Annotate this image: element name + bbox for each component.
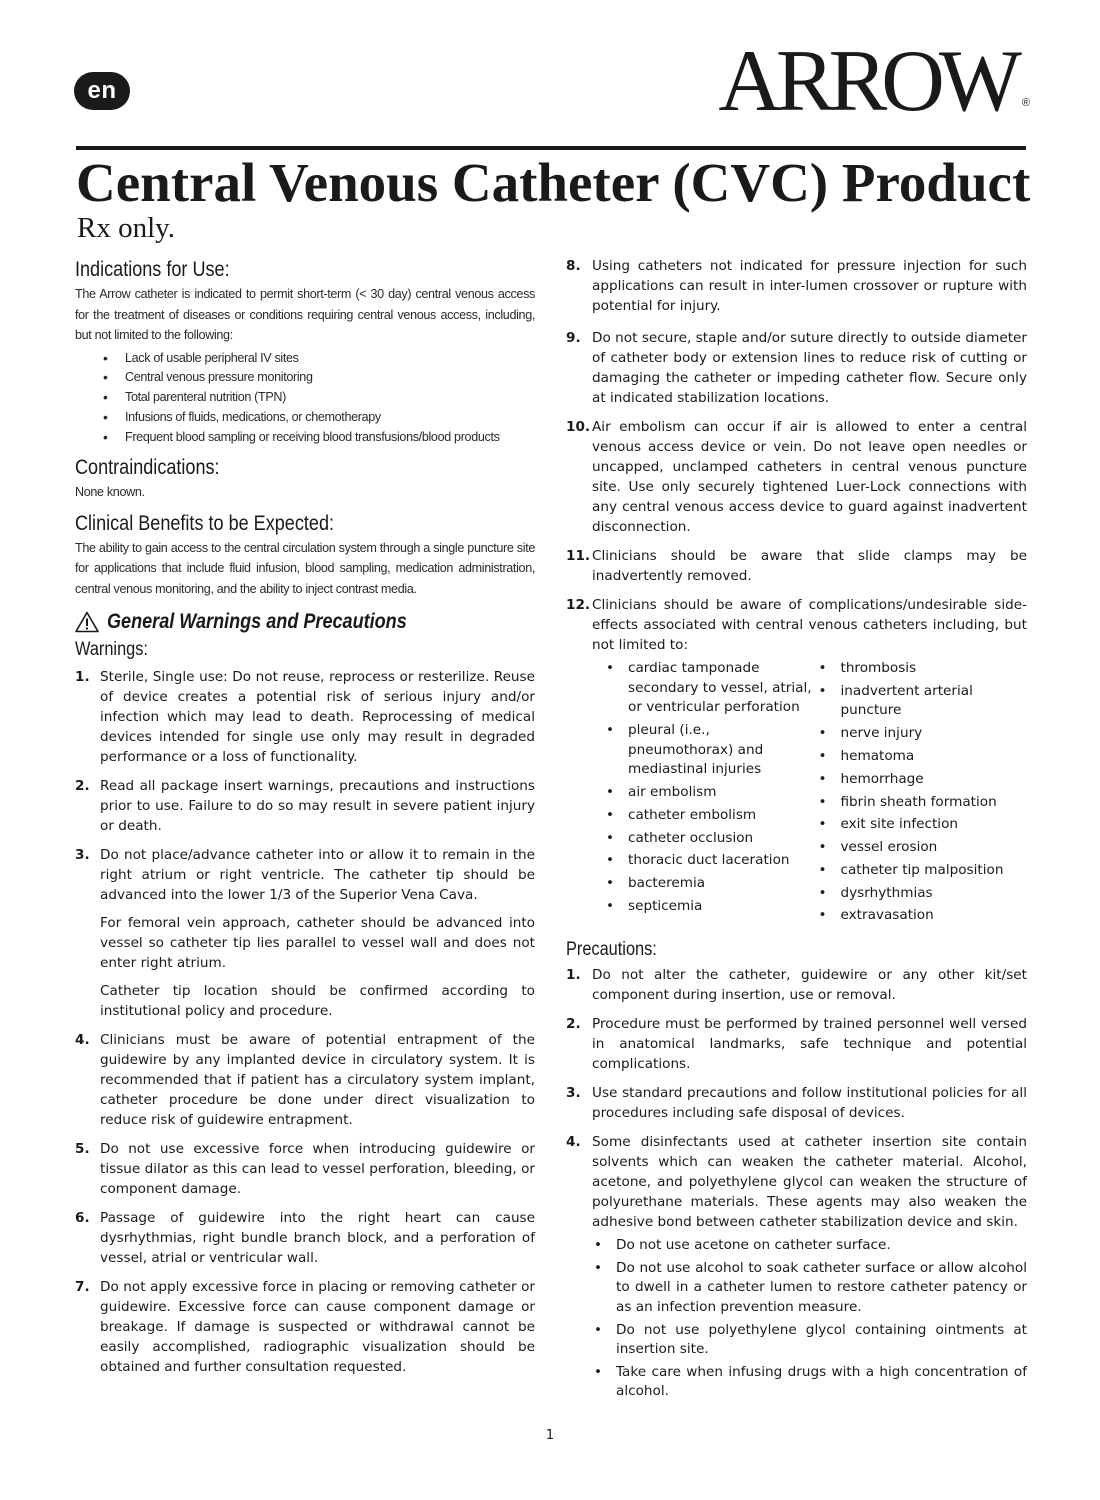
list-item: • dysrhythmias xyxy=(818,884,1027,904)
registered-mark: ® xyxy=(1021,97,1030,109)
list-item: • Do not use polyethylene glycol containing ointments at insertion site. xyxy=(594,1321,1027,1360)
complications-column-1 xyxy=(566,659,818,929)
list-item: • thoracic duct laceration xyxy=(606,851,818,871)
list-item: • Central venous pressure monitoring xyxy=(103,368,535,388)
brand-name: ARROW xyxy=(718,33,1016,130)
precaution-item-3: 3. Use standard precautions and follow institutional policies for all procedures including safe disposal of devices. xyxy=(566,1085,1027,1122)
list-item: • nerve injury xyxy=(818,724,1027,744)
list-item: • bacteremia xyxy=(606,874,818,894)
list-item: • catheter occlusion xyxy=(606,829,818,849)
contraindications-heading: Contraindications: xyxy=(75,456,220,480)
list-item: • Take care when infusing drugs with a high concentration of alcohol. xyxy=(594,1363,1027,1402)
precaution-item-2: 2. Procedure must be performed by trained personnel well versed in anatomical landmarks, safe technique and potential complications. xyxy=(566,1016,1027,1073)
contraindications-text: None known. xyxy=(75,485,145,500)
disinfectant-list xyxy=(566,1236,1027,1402)
list-item: • Do not use acetone on catheter surface. xyxy=(594,1236,1027,1256)
indications-section xyxy=(75,284,535,447)
indications-heading: Indications for Use: xyxy=(75,258,230,281)
warnings-list xyxy=(75,667,535,1377)
warning-item-7: 7. Do not apply excessive force in placing or removing catheter or guidewire. Excessive force can cause component damage or breakage. If damage is suspected or withdrawal cannot be easily accomplished, radiographic visualization should be obtained and further consultation requested. xyxy=(75,1279,535,1376)
precautions-heading: Precautions: xyxy=(566,939,657,961)
list-item: • pleural (i.e., pneumothorax) and mediastinal injuries xyxy=(606,721,818,780)
list-item: • hematoma xyxy=(818,747,1027,767)
warning-item-12: 12. Clinicians should be aware of complications/undesirable side-effects associated with central venous catheters including, but not limited to: xyxy=(566,597,1027,653)
list-item: • Total parenteral nutrition (TPN) xyxy=(103,388,535,408)
indications-intro: The Arrow catheter is indicated to permit short-term (< 30 day) central venous access for the treatment of diseases or conditions requiring central venous access, including, but not limited to the following: xyxy=(75,287,535,342)
document-title: Central Venous Catheter (CVC) Product xyxy=(76,152,1031,213)
warning-item-5: 5. Do not use excessive force when introducing guidewire or tissue dilator as this can lead to vessel perforation, bleeding, or component damage. xyxy=(75,1141,535,1198)
list-item: • cardiac tamponade secondary to vessel, atrial, or ventricular perforation xyxy=(606,659,818,718)
precautions-list xyxy=(566,965,1027,1232)
warnings-list-continued xyxy=(566,256,1027,655)
list-item: • exit site infection xyxy=(818,815,1027,835)
list-item: • air embolism xyxy=(606,783,818,803)
left-column xyxy=(75,256,535,1386)
warning-item-6: 6. Passage of guidewire into the right heart can cause dysrhythmias, right bundle branch block, and a perforation of vessel, atrial or ventricular wall. xyxy=(75,1210,535,1267)
indications-list xyxy=(75,349,535,448)
warnings-heading: Warnings: xyxy=(75,639,148,661)
precaution-item-4: 4. Some disinfectants used at catheter insertion site contain solvents which can weaken the catheter material. Alcohol, acetone, and polyethylene glycol can weaken the structure of polyurethane materials. These agents may also weaken the adhesive bond between catheter stabilization device and skin. xyxy=(566,1134,1027,1231)
warning-item-3: 3. Do not place/advance catheter into or allow it to remain in the right atrium or right ventricle. The catheter tip should be advanced into the lower 1/3 of the Superior Vena Cava. For femoral vein approach, catheter should be advanced into vessel so catheter tip lies parallel to vessel wall and does not enter right atrium. Catheter tip location should be confirmed according to institutional policy and procedure. xyxy=(75,847,535,1020)
warning-item-4: 4. Clinicians must be aware of potential entrapment of the guidewire by any implanted device in circulatory system. It is recommended that if patient has a circulatory system implant, catheter procedure be done under direct visualization to reduce risk of guidewire entrapment. xyxy=(75,1032,535,1129)
warning-3-femoral-note: For femoral vein approach, catheter should be advanced into vessel so catheter tip lies parallel to vessel wall and does not enter right atrium. xyxy=(100,915,535,972)
benefits-heading: Clinical Benefits to be Expected: xyxy=(75,511,335,535)
warning-item-11: 11. Clinicians should be aware that slide clamps may be inadvertently removed. xyxy=(566,548,1027,584)
language-badge: en xyxy=(74,72,130,110)
warning-triangle-icon xyxy=(75,611,99,633)
list-item: • septicemia xyxy=(606,897,818,917)
document-subtitle: Rx only. xyxy=(77,212,176,244)
warning-item-10: 10. Air embolism can occur if air is allowed to enter a central venous access device or vein. Do not leave open needles or uncapped, unclamped catheters in central venous puncture site. Use only securely tightened Luer-Lock connections with any central venous access device to guard against inadvertent disconnection. xyxy=(566,419,1027,535)
complications-column-2 xyxy=(818,659,1027,929)
list-item: • catheter embolism xyxy=(606,806,818,826)
list-item: • catheter tip malposition xyxy=(818,861,1027,881)
list-item: • fibrin sheath formation xyxy=(818,793,1027,813)
warning-3-tip-location-note: Catheter tip location should be confirmed according to institutional policy and procedure. xyxy=(100,983,535,1020)
warning-item-8: 8. Using catheters not indicated for pressure injection for such applications can result in inter-lumen crossover or rupture with potential for injury. xyxy=(566,258,1027,314)
warning-item-2: 2. Read all package insert warnings, precautions and instructions prior to use. Failure to do so may result in severe patient injury or death. xyxy=(75,778,535,835)
list-item: • extravasation xyxy=(818,906,1027,926)
list-item: • thrombosis xyxy=(818,659,1027,679)
right-column xyxy=(566,256,1027,1405)
warning-item-1: 1. Sterile, Single use: Do not reuse, reprocess or resterilize. Reuse of device creates a potential risk of serious injury and/or infection which may lead to death. Reprocessing of medical devices intended for single use only may result in degraded performance or a loss of functionality. xyxy=(75,669,535,766)
warning-item-9: 9. Do not secure, staple and/or suture directly to outside diameter of catheter body or extension lines to reduce risk of cutting or damaging the catheter or impeding catheter flow. Secure only at indicated stabilization locations. xyxy=(566,330,1027,406)
general-warnings-heading: General Warnings and Precautions xyxy=(75,607,535,637)
list-item: • Do not use alcohol to soak catheter surface or allow alcohol to dwell in a catheter lumen to restore catheter patency or as an infection prevention measure. xyxy=(594,1259,1027,1318)
list-item: • vessel erosion xyxy=(818,838,1027,858)
list-item: • Lack of usable peripheral IV sites xyxy=(103,349,535,369)
benefits-text: The ability to gain access to the central circulation system through a single puncture site for applications that include fluid infusion, blood sampling, medication administration, central venous monitoring, and the ability to inject contrast media. xyxy=(75,540,535,596)
complications-list xyxy=(566,659,1027,929)
list-item: • inadvertent arterial puncture xyxy=(818,682,1027,721)
brand-logo xyxy=(718,33,1030,130)
list-item: • hemorrhage xyxy=(818,770,1027,790)
precaution-item-1: 1. Do not alter the catheter, guidewire or any other kit/set component during insertion, use or removal. xyxy=(566,967,1027,1004)
list-item: • Frequent blood sampling or receiving blood transfusions/blood products xyxy=(103,428,535,448)
page-number: 1 xyxy=(545,1428,555,1443)
list-item: • Infusions of fluids, medications, or chemotherapy xyxy=(103,408,535,428)
